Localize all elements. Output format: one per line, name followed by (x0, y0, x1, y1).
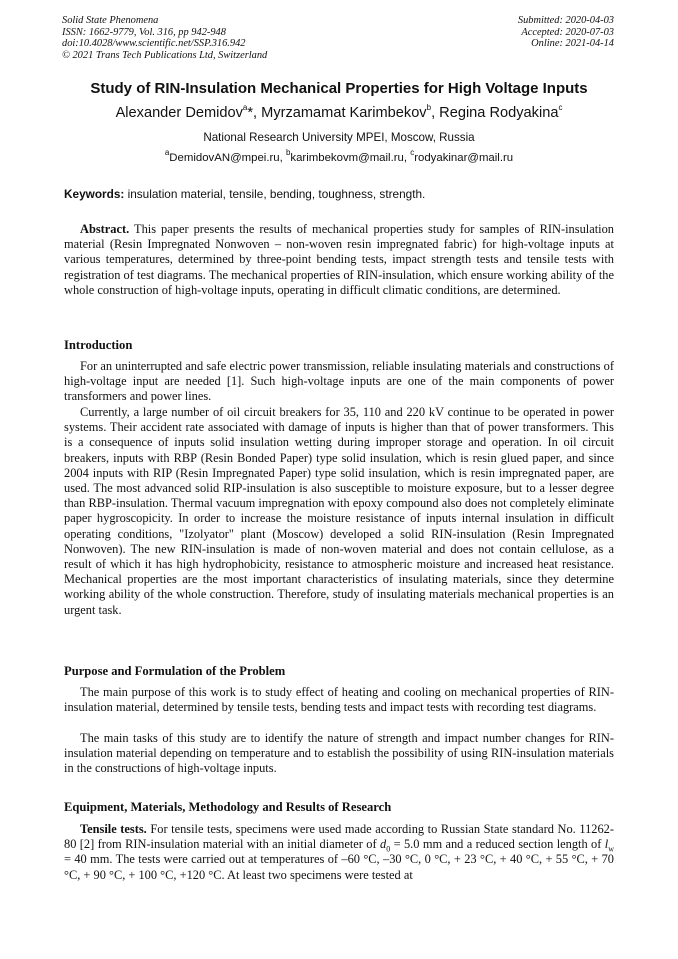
diameter-subscript: 0 (386, 844, 391, 854)
keywords (64, 187, 616, 201)
online-date: Online: 2021-04-14 (531, 38, 614, 50)
journal-issn: ISSN: 1662-9779, Vol. 316, pp 942-948 (62, 26, 226, 38)
email-b-mark: b (285, 148, 291, 158)
email-a[interactable]: DemidovAN@mpei.ru, (169, 152, 286, 164)
tensile-text-3: = 40 mm. The tests were carried out at temperatures of –60 °C, –30 °C, 0 °C, + 23 °C, + 40 °C, + 55 °C, + 70 °C, + 90 °C, + 100 °C, +120 °C. At least two specimens were tested at (64, 852, 614, 882)
intro-paragraph-1: For an uninterrupted and safe electric power transmission, reliable insulating materials and constructions of high-voltage input are needed [1]. Such high-voltage inputs are one of the main components of power transformers and power lines. (64, 359, 614, 404)
author-emails (0, 148, 678, 164)
email-c[interactable]: rodyakinar@mail.ru (414, 152, 514, 164)
affiliation: National Research University MPEI, Moscow, Russia (203, 131, 475, 144)
diameter-variable: d (379, 837, 387, 852)
author-3-affil: c (558, 103, 563, 113)
abstract-text: This paper presents the results of mechanical properties study for samples of RIN-insulation material (Resin Impregnated Nonwoven – non-woven resin impregnated fabric) for high-voltage inputs at various temperatures, determined by three-point bending tests, impact strength tests and tensile tests with registration of test diagrams. The mechanical properties of RIN-insulation, which ensure working ability of the whole construction of high-voltage inputs, operating in difficult climatic conditions, are determined. (64, 222, 614, 297)
purpose-paragraph-1: The main purpose of this work is to study effect of heating and cooling on mechanical properties of RIN-insulation material, determined by tensile tests, bending tests and impact tests with recording test diagrams. (64, 685, 614, 715)
tensile-text-2: = 5.0 mm and a reduced section length of (390, 837, 605, 852)
intro-paragraph-2: Currently, a large number of oil circuit breakers for 35, 110 and 220 kV continue to be operated in power systems. Their accident rate associated with damage of inputs is higher than that of power transformers. This is a consequence of inputs solid insulation wetting during improper storage and operation. In oil circuit breakers, inputs with RBP (Resin Bonded Paper) type solid insulation, which is resin glued paper, and since 2004 inputs with RIP (Resin Impregnated Paper) type solid insulation, which is resin impregnated paper, are used. The most advanced solid RIP-insulation is also susceptible to moisture exposure, but to a lesser degree than RBP-insulation. Thermal vacuum impregnation with epoxy compound also does not completely eliminate paper hygroscopicity. In order to increase the moisture resistance of inputs internal insulation in difficult operating conditions, "Izolyator" plant (Moscow) developed a solid RIN-insulation (Resin Impregnated Nonwoven). The new RIN-insulation is made of non-woven material and does not contain cellulose, as a result of which it has high hydrophobicity, resistance to atmospheric moisture and increased heat resistance. Mechanical properties are the most important characteristics of insulating materials, since they determine working ability of the whole construction. Therefore, study of insulating materials mechanical properties is an urgent task. (64, 405, 614, 617)
accepted-date: Accepted: 2020-07-03 (521, 26, 614, 38)
author-2-affil: b (426, 103, 432, 113)
corresponding-mark: *, (247, 105, 262, 121)
journal-doi: doi:10.4028/www.scientific.net/SSP.316.942 (62, 38, 246, 50)
paper-title: Study of RIN-Insulation Mechanical Properties for High Voltage Inputs (90, 80, 588, 97)
email-a-mark: a (164, 148, 170, 158)
author-1: Alexander Demidov (115, 105, 243, 121)
abstract-label: Abstract. (80, 222, 130, 236)
journal-info (62, 15, 267, 61)
section-heading-purpose: Purpose and Formulation of the Problem (64, 664, 286, 678)
length-subscript: w (608, 844, 614, 854)
author-1-affil: a (242, 103, 248, 113)
author-separator: , (431, 105, 440, 121)
keywords-label: Keywords: (64, 187, 125, 201)
length-variable: l (604, 837, 609, 852)
tensile-tests-label: Tensile tests. (80, 822, 147, 836)
section-heading-introduction: Introduction (64, 338, 133, 352)
email-c-mark: c (410, 148, 415, 158)
submission-dates (518, 15, 614, 50)
author-list (0, 105, 678, 121)
author-2: Myrzamamat Karimbekov (261, 105, 427, 121)
email-b[interactable]: karimbekovm@mail.ru, (290, 152, 411, 164)
journal-name: Solid State Phenomena (62, 15, 159, 26)
tensile-text-1: For tensile tests, specimens were used made according to Russian State standard No. 11262-80 [2] from RIN-insulation material with an initial diameter of (64, 822, 614, 852)
purpose-paragraph-2: The main tasks of this study are to identify the nature of strength and impact number changes for RIN-insulation material depending on temperature and to establish the possibility of using RIN-insulation materials in the constructions of high-voltage inputs. (64, 731, 614, 776)
tensile-tests-paragraph (64, 822, 614, 883)
author-3: Regina Rodyakina (439, 105, 559, 121)
abstract (64, 222, 614, 298)
section-heading-equipment: Equipment, Materials, Methodology and Results of Research (64, 800, 392, 814)
keywords-text: insulation material, tensile, bending, toughness, strength. (124, 187, 426, 201)
journal-copyright: © 2021 Trans Tech Publications Ltd, Switzerland (62, 49, 268, 61)
submitted-date: Submitted: 2020-04-03 (517, 15, 614, 26)
